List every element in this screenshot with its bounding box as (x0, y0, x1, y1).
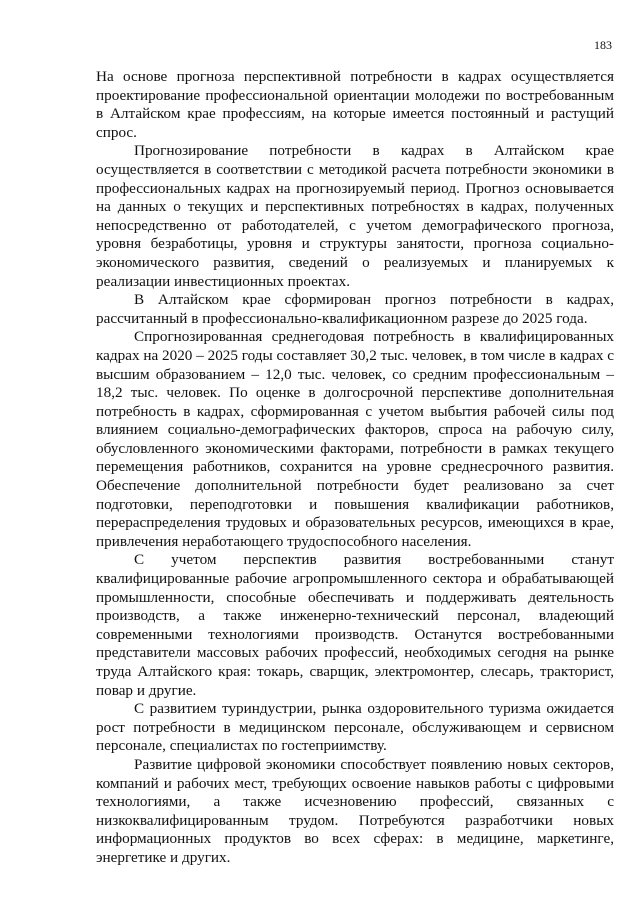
paragraph-2: Прогнозирование потребности в кадрах в Алтайском крае осуществляется в соответствии с методикой расчета потребности экономики в профессиональных кадрах на прогнозируемый период. Прогноз основывается на данных о текущих и перспективных потребностях в кадрах, полученных непосредственно от работодателей, с учетом демографического прогноза, уровня безработицы, уровня и структуры занятости, прогноза социально-экономического развития, сведений о реализуемых и планируемых к реализации инвестиционных проектах. (96, 142, 614, 290)
paragraph-4: Спрогнозированная среднегодовая потребность в квалифицированных кадрах на 2020 – 2025 годы составляет 30,2 тыс. человек, в том числе в кадрах с высшим образованием – 12,0 тыс. человек, со средним профессиональным – 18,2 тыс. человек. По оценке в долгосрочной перспективе дополнительная потребность в кадрах, сформированная с учетом выбытия рабочей силы под влиянием социально-демографических факторов, спроса на рабочую силу, обусловленного экономическими факторами, потребности в рамках текущего перемещения работников, сохранится на уровне среднесрочного развития. Обеспечение дополнительной потребности будет реализовано за счет подготовки, переподготовки и повышения квалификации работников, перераспределения трудовых и образовательных ресурсов, имеющихся в крае, привлечения неработающего трудоспособного населения. (96, 328, 614, 550)
page-number: 183 (594, 38, 612, 52)
page-body (96, 68, 614, 868)
paragraph-3: В Алтайском крае сформирован прогноз потребности в кадрах, рассчитанный в профессионально-квалификационном разрезе до 2025 года. (96, 291, 614, 327)
paragraph-7: Развитие цифровой экономики способствует появлению новых секторов, компаний и рабочих мест, требующих освоение навыков работы с цифровыми технологиями, а также исчезновению профессий, связанных с низкоквалифицированным трудом. Потребуются разработчики новых информационных продуктов во всех сферах: в медицине, маркетинге, энергетике и других. (96, 755, 614, 866)
paragraph-1: На основе прогноза перспективной потребности в кадрах осуществляется проектирование профессиональной ориентации молодежи по востребованным в Алтайском крае профессиям, на которые имеется постоянный и растущий спрос. (96, 68, 614, 141)
paragraph-5: С учетом перспектив развития востребованными станут квалифицированные рабочие агропромышленного сектора и обрабатывающей промышленности, способные обеспечивать и поддерживать деятельность производств, а также инженерно-технический персонал, владеющий современными технологиями производств. Останутся востребованными представители массовых рабочих профессий, необходимых сегодня на рынке труда Алтайского края: токарь, сварщик, электромонтер, слесарь, тракторист, повар и другие. (96, 551, 614, 699)
paragraph-6: С развитием туриндустрии, рынка оздоровительного туризма ожидается рост потребности в медицинском персонале, обслуживающем и сервисном персонале, специалистах по гостеприимству. (96, 700, 614, 755)
